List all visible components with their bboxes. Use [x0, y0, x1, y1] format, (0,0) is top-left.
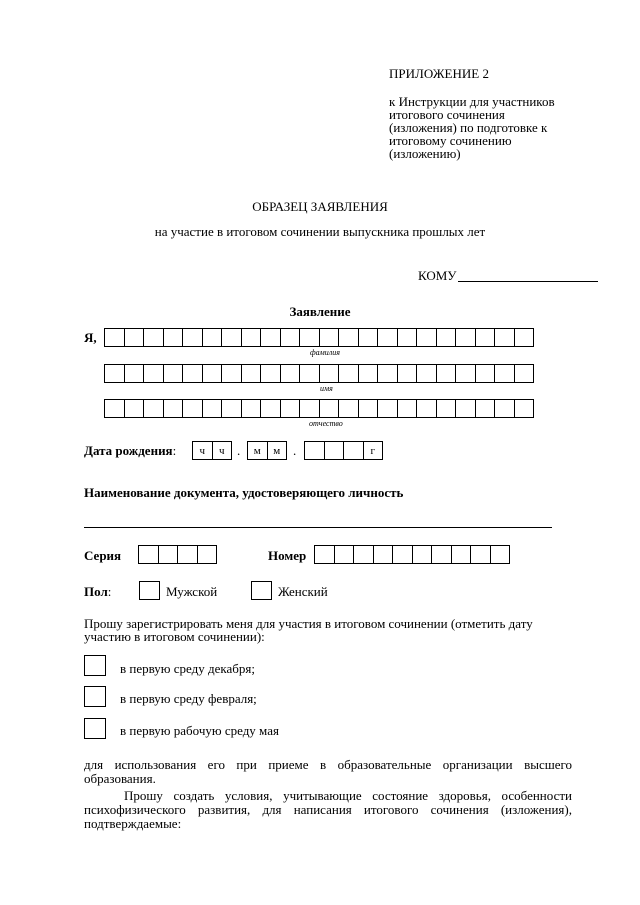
first-name-cell[interactable]: [494, 364, 515, 383]
option-february-label: в первую среду февраля;: [120, 691, 257, 706]
series-cell[interactable]: [177, 545, 198, 564]
first-name-cell[interactable]: [455, 364, 476, 383]
birth-label: Дата рождения: [84, 443, 173, 458]
conditions-line-1: [124, 789, 572, 803]
birth-year-cell[interactable]: [343, 441, 364, 460]
option-may-label: в первую рабочую среду мая: [120, 723, 279, 738]
patronymic-cell[interactable]: [202, 399, 223, 418]
gender-male-checkbox[interactable]: [139, 581, 160, 600]
first-name-cell[interactable]: [260, 364, 281, 383]
first-name-cell[interactable]: [299, 364, 320, 383]
surname-cell[interactable]: [514, 328, 535, 347]
document-line[interactable]: [84, 527, 552, 528]
birth-year-cell[interactable]: [304, 441, 325, 460]
surname-cell[interactable]: [299, 328, 320, 347]
ya-label: Я,: [84, 330, 97, 345]
request-line-1: Прошу зарегистрировать меня для участия в итоговом сочинении (отметить дату: [84, 616, 533, 631]
patronymic-cell[interactable]: [280, 399, 301, 418]
purpose-text-1: для использования его при приеме в образовательные организации высшего: [84, 757, 572, 772]
patronymic-cell[interactable]: [182, 399, 203, 418]
surname-cell[interactable]: [260, 328, 281, 347]
birth-month-cell[interactable]: м: [267, 441, 288, 460]
birth-label-wrap: [84, 444, 176, 458]
number-cell[interactable]: [451, 545, 472, 564]
surname-cell[interactable]: [143, 328, 164, 347]
patronymic-cell[interactable]: [436, 399, 457, 418]
number-cell[interactable]: [334, 545, 355, 564]
conditions-line-3: подтверждаемые:: [84, 816, 182, 831]
gender-label: Пол: [84, 584, 108, 599]
surname-cells[interactable]: [104, 328, 533, 347]
number-cell[interactable]: [431, 545, 452, 564]
series-cell[interactable]: [138, 545, 159, 564]
number-label: Номер: [268, 548, 307, 563]
option-december-label: в первую среду декабря;: [120, 661, 255, 676]
patronymic-cell[interactable]: [416, 399, 437, 418]
surname-cell[interactable]: [494, 328, 515, 347]
birth-day-cell[interactable]: ч: [192, 441, 213, 460]
number-cell[interactable]: [353, 545, 374, 564]
patronymic-cell[interactable]: [494, 399, 515, 418]
patronymic-cell[interactable]: [299, 399, 320, 418]
first-name-cell[interactable]: [221, 364, 242, 383]
patronymic-cell[interactable]: [475, 399, 496, 418]
to-label: КОМУ: [418, 268, 457, 283]
patronymic-cell[interactable]: [397, 399, 418, 418]
first-name-cells[interactable]: [104, 364, 533, 383]
surname-cell[interactable]: [241, 328, 262, 347]
patronymic-cell[interactable]: [241, 399, 262, 418]
surname-cell[interactable]: [163, 328, 184, 347]
appendix-line-5: (изложению): [389, 146, 461, 161]
option-february-checkbox[interactable]: [84, 686, 106, 707]
first-name-cell[interactable]: [241, 364, 262, 383]
form-title: ОБРАЗЕЦ ЗАЯВЛЕНИЯ: [252, 199, 388, 214]
birth-month-cells[interactable]: [247, 441, 286, 460]
series-label: Серия: [84, 548, 122, 563]
patronymic-cell[interactable]: [143, 399, 164, 418]
first-name-cell[interactable]: [202, 364, 223, 383]
appendix-line-2: итогового сочинения: [389, 107, 505, 122]
surname-cell[interactable]: [221, 328, 242, 347]
surname-cell[interactable]: [319, 328, 340, 347]
number-cells[interactable]: [314, 545, 509, 564]
option-may-checkbox[interactable]: [84, 718, 106, 739]
purpose-line-1: [84, 758, 572, 772]
birth-year-cells[interactable]: [304, 441, 382, 460]
birth-day-cells[interactable]: [192, 441, 231, 460]
surname-cell[interactable]: [182, 328, 203, 347]
appendix-line-4: итоговому сочинению: [389, 133, 512, 148]
patronymic-cell[interactable]: [221, 399, 242, 418]
surname-cell[interactable]: [280, 328, 301, 347]
first-name-cell[interactable]: [514, 364, 535, 383]
form-subtitle: на участие в итоговом сочинении выпускника прошлых лет: [154, 224, 486, 239]
gender-female-checkbox[interactable]: [251, 581, 272, 600]
number-cell[interactable]: [412, 545, 433, 564]
first-name-cell[interactable]: [338, 364, 359, 383]
patronymic-cell[interactable]: [163, 399, 184, 418]
surname-cell[interactable]: [104, 328, 125, 347]
number-cell[interactable]: [490, 545, 511, 564]
surname-cell[interactable]: [397, 328, 418, 347]
patronymic-caption: отчество: [309, 419, 343, 428]
number-cell[interactable]: [392, 545, 413, 564]
birth-year-cell[interactable]: [324, 441, 345, 460]
number-cell[interactable]: [373, 545, 394, 564]
first-name-caption: имя: [320, 384, 333, 393]
first-name-cell[interactable]: [397, 364, 418, 383]
patronymic-cell[interactable]: [260, 399, 281, 418]
patronymic-cell[interactable]: [104, 399, 125, 418]
conditions-line-2: [84, 803, 572, 817]
series-cells[interactable]: [138, 545, 216, 564]
surname-cell[interactable]: [358, 328, 379, 347]
surname-cell[interactable]: [377, 328, 398, 347]
first-name-cell[interactable]: [182, 364, 203, 383]
gender-colon: :: [107, 584, 112, 599]
conditions-text-2: психофизического развития, для написания итогового сочинения (изложения),: [84, 802, 572, 817]
surname-cell[interactable]: [475, 328, 496, 347]
first-name-cell[interactable]: [319, 364, 340, 383]
first-name-cell[interactable]: [104, 364, 125, 383]
document-label: Наименование документа, удостоверяющего личность: [84, 485, 404, 500]
surname-cell[interactable]: [416, 328, 437, 347]
first-name-cell[interactable]: [358, 364, 379, 383]
patronymic-cell[interactable]: [319, 399, 340, 418]
option-december-checkbox[interactable]: [84, 655, 106, 676]
number-cell[interactable]: [470, 545, 491, 564]
first-name-cell[interactable]: [280, 364, 301, 383]
surname-cell[interactable]: [436, 328, 457, 347]
patronymic-cell[interactable]: [338, 399, 359, 418]
birth-colon: :: [172, 443, 177, 458]
to-line[interactable]: [458, 281, 598, 282]
conditions-text-1: Прошу создать условия, учитывающие состояние здоровья, особенности: [124, 788, 572, 803]
appendix-line-1: к Инструкции для участников: [389, 94, 555, 109]
surname-caption: фамилия: [310, 348, 340, 357]
patronymic-cell[interactable]: [358, 399, 379, 418]
first-name-cell[interactable]: [416, 364, 437, 383]
patronymic-cell[interactable]: [124, 399, 145, 418]
appendix-title: ПРИЛОЖЕНИЕ 2: [389, 66, 489, 81]
gender-label-wrap: [84, 585, 111, 599]
purpose-line-2: образования.: [84, 771, 156, 786]
first-name-cell[interactable]: [377, 364, 398, 383]
birth-day-cell[interactable]: ч: [212, 441, 233, 460]
gender-female-label: Женский: [278, 584, 328, 599]
statement-title: Заявление: [289, 304, 351, 319]
surname-cell[interactable]: [202, 328, 223, 347]
surname-cell[interactable]: [124, 328, 145, 347]
first-name-cell[interactable]: [143, 364, 164, 383]
first-name-cell[interactable]: [163, 364, 184, 383]
gender-male-label: Мужской: [166, 584, 218, 599]
series-cell[interactable]: [158, 545, 179, 564]
first-name-cell[interactable]: [436, 364, 457, 383]
first-name-cell[interactable]: [124, 364, 145, 383]
birth-sep-2: .: [293, 443, 297, 458]
patronymic-cells[interactable]: [104, 399, 533, 418]
first-name-cell[interactable]: [475, 364, 496, 383]
birth-year-cell[interactable]: г: [363, 441, 384, 460]
patronymic-cell[interactable]: [514, 399, 535, 418]
patronymic-cell[interactable]: [455, 399, 476, 418]
number-cell[interactable]: [314, 545, 335, 564]
series-cell[interactable]: [197, 545, 218, 564]
birth-sep-1: .: [237, 443, 241, 458]
surname-cell[interactable]: [338, 328, 359, 347]
request-line-2: участию в итоговом сочинении):: [84, 629, 265, 644]
appendix-line-3: (изложения) по подготовке к: [389, 120, 548, 135]
birth-month-cell[interactable]: м: [247, 441, 268, 460]
surname-cell[interactable]: [455, 328, 476, 347]
patronymic-cell[interactable]: [377, 399, 398, 418]
